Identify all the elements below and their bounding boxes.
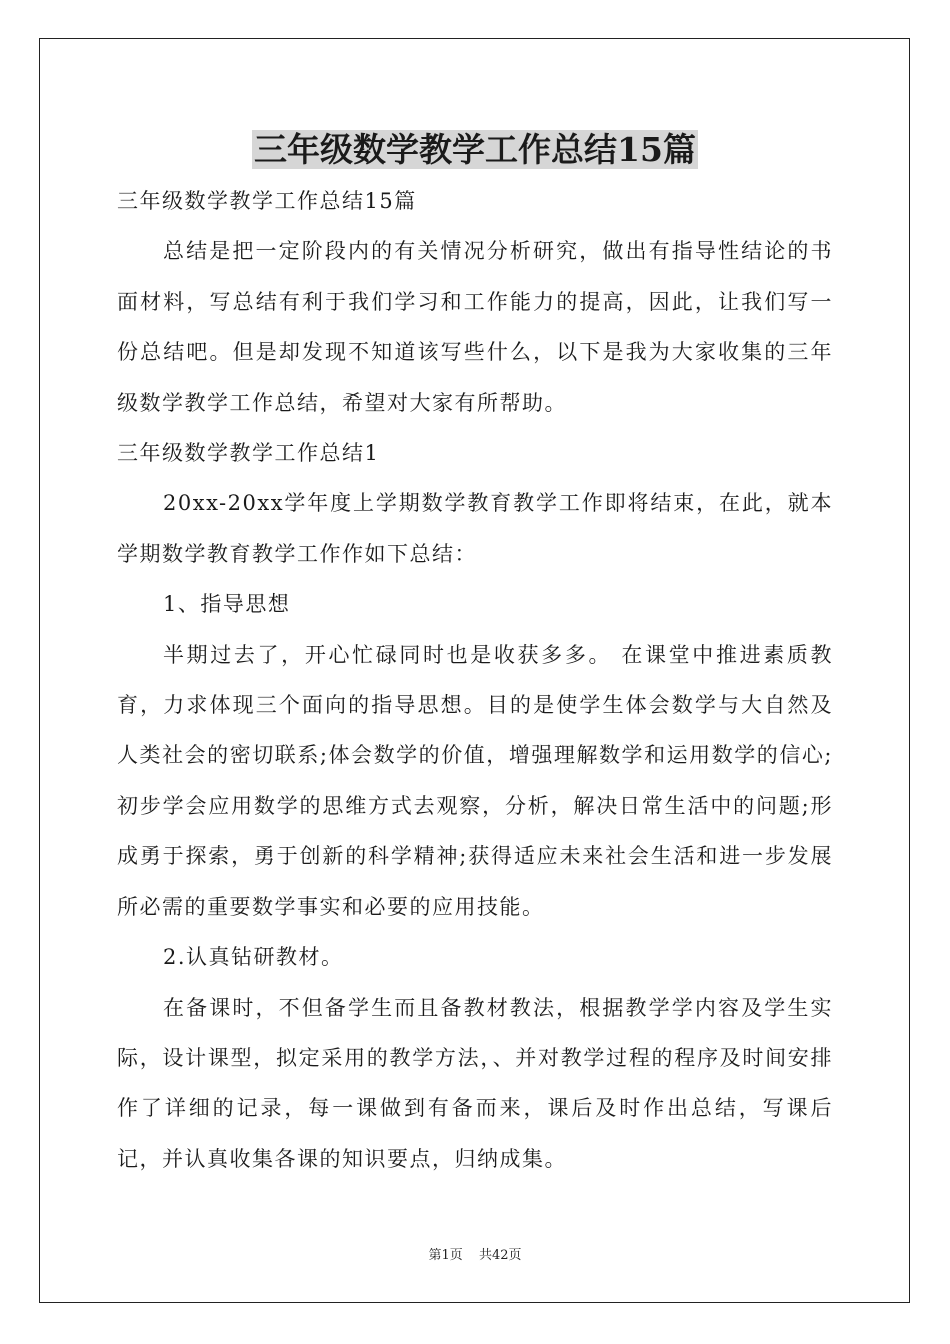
subheading-study-materials: 2.认真钻研教材。 (163, 945, 344, 970)
page-footer (0, 1246, 950, 1266)
document-title: 三年级数学教学工作总结15篇 (254, 130, 696, 169)
paragraph-guiding-thought: 半期过去了，开心忙碌同时也是收获多多。 在课堂中推进素质教育，力求体现三个面向的指导思想。目的是使学生体会数学与大自然及人类社会的密切联系;体会数学的价值，增强理解数学和运用数学的信心;初步学会应用数学的思维方式去观察，分析，解决日常生活中的问题;形成勇于探索，勇于创新的科学精神;获得适应未来社会生活和进一步发展所必需的重要数学事实和必要的应用技能。 (117, 642, 833, 919)
page-total: 共42页 (478, 1248, 522, 1263)
subheading-guiding-thought: 1、指导思想 (163, 592, 291, 617)
document-body (117, 176, 833, 1184)
paragraph-opening: 20xx-20xx学年度上学期数学教育教学工作即将结束，在此，就本学期数学教育教学工作作如下总结： (117, 491, 833, 566)
page-number: 第1页 (428, 1248, 463, 1263)
paragraph-intro: 总结是把一定阶段内的有关情况分析研究，做出有指导性结论的书面材料，写总结有利于我们学习和工作能力的提高，因此，让我们写一份总结吧。但是却发现不知道该写些什么，以下是我为大家收集的三年级数学教学工作总结，希望对大家有所帮助。 (117, 239, 833, 415)
paragraph-subtitle: 三年级数学教学工作总结15篇 (117, 189, 417, 213)
paragraph-lesson-prep: 在备课时，不但备学生而且备教材教法，根据教学学内容及学生实际，设计课型，拟定采用的教学方法，、并对教学过程的程序及时间安排作了详细的记录，每一课做到有备而来，课后及时作出总结，写课后记，并认真收集各课的知识要点，归纳成集。 (117, 995, 833, 1171)
section-heading: 三年级数学教学工作总结1 (117, 441, 380, 466)
